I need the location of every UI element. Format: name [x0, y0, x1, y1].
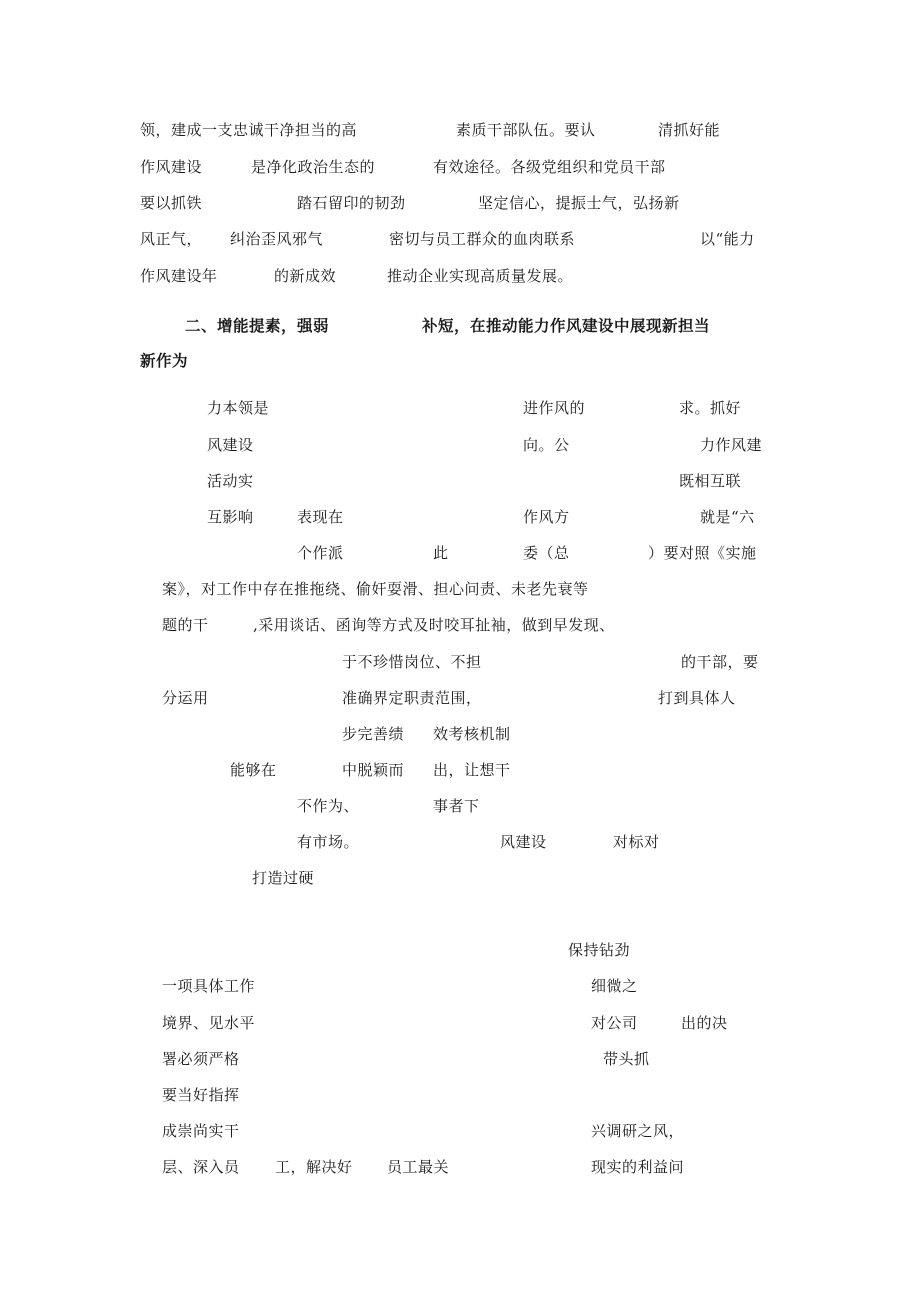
text-segment: 中脱颖而	[342, 761, 405, 779]
text-segment: 有市场。	[297, 833, 360, 851]
text-segment: 效考核机制	[433, 725, 511, 743]
text-segment: 就是“六	[700, 508, 755, 526]
text-line	[0, 868, 920, 892]
text-segment: 的干部，要	[681, 653, 759, 671]
text-segment: 带头抓	[603, 1050, 650, 1068]
text-line	[0, 229, 920, 253]
text-segment: 求。抓好	[679, 399, 742, 417]
text-segment: 兴调研之风，	[591, 1122, 685, 1140]
text-segment: 作风建设年	[140, 267, 218, 285]
text-segment: 的新成效	[274, 267, 337, 285]
text-segment: 作风建设	[140, 158, 203, 176]
text-segment: 密切与员工群众的血肉联系	[389, 230, 576, 248]
text-segment: 保持钻劲	[568, 941, 631, 959]
text-segment: 是净化政治生态的	[251, 158, 376, 176]
text-segment: 表现在	[297, 508, 344, 526]
text-segment: 以“能力	[700, 230, 755, 248]
text-segment: 案》，对工作中存在推拖绕、偷奸耍滑、担心问责、未老先衰等	[162, 580, 589, 598]
text-segment: 推动企业实现高质量发展。	[387, 267, 574, 285]
text-segment: 进作风的	[523, 399, 586, 417]
text-segment: 一项具体工作	[162, 977, 256, 995]
text-segment: 二、增能提素，强弱	[185, 316, 330, 335]
text-line	[0, 1085, 920, 1109]
text-segment: 委（总	[523, 544, 570, 562]
text-line	[0, 615, 920, 639]
text-segment: 能够在	[230, 761, 277, 779]
text-line	[0, 1157, 920, 1181]
text-line	[0, 760, 920, 784]
text-segment: ）要对照《实施	[648, 544, 757, 562]
text-line	[0, 193, 920, 217]
text-segment: 既相互联	[679, 472, 742, 490]
text-segment: 出的决	[681, 1014, 728, 1032]
text-segment: 风正气，	[140, 230, 203, 248]
text-segment: 境界、见水平	[162, 1014, 256, 1032]
text-segment: 领，建成一支忠诚干净担当的高	[140, 121, 358, 139]
text-line	[0, 579, 920, 603]
text-line	[0, 1013, 920, 1037]
text-segment: 作风方	[523, 508, 570, 526]
text-segment: 互影响	[207, 508, 254, 526]
text-segment: 坚定信心，提振士气，弘扬新	[478, 194, 680, 212]
text-line	[0, 940, 920, 964]
text-segment: ,采用谈话、函询等方式及时咬耳扯袖，做到早发现、	[253, 616, 615, 634]
text-segment: 力作风建	[700, 436, 763, 454]
text-segment: 署必须严格	[162, 1050, 240, 1068]
text-line	[0, 120, 920, 144]
text-line	[0, 543, 920, 567]
text-segment: 层、深入员	[162, 1158, 240, 1176]
text-segment: 纠治歪风邪气	[230, 230, 324, 248]
text-segment: 准确界定职责范围，	[342, 689, 482, 707]
text-segment: 个作派	[297, 544, 344, 562]
text-line	[0, 652, 920, 676]
text-segment: 不作为、	[297, 797, 360, 815]
text-segment: 员工最关	[387, 1158, 450, 1176]
text-line	[0, 832, 920, 856]
text-line	[0, 1121, 920, 1145]
text-segment: 打造过硬	[252, 869, 315, 887]
text-segment: 风建设	[207, 436, 254, 454]
text-line	[0, 688, 920, 712]
text-segment: 要当好指挥	[162, 1086, 240, 1104]
text-line	[0, 507, 920, 531]
text-segment: 分运用	[162, 689, 209, 707]
text-segment: 事者下	[433, 797, 480, 815]
text-segment: 向。公	[523, 436, 570, 454]
text-segment: 清抓好能	[658, 121, 721, 139]
text-segment: 有效途径。各级党组织和党员干部	[433, 158, 666, 176]
text-segment: 要以抓铁	[140, 194, 203, 212]
text-segment: 力本领是	[207, 399, 270, 417]
text-segment: 出，让想干	[433, 761, 511, 779]
text-segment: 现实的利益问	[591, 1158, 685, 1176]
text-line	[0, 1049, 920, 1073]
text-segment: 题的干	[162, 616, 209, 634]
text-segment: 细微之	[591, 977, 638, 995]
text-line	[0, 471, 920, 495]
text-segment: 步完善绩	[342, 725, 405, 743]
text-segment: 于不珍惜岗位、不担	[342, 653, 482, 671]
text-segment: 素质干部队伍。要认	[456, 121, 596, 139]
text-segment: 活动实	[207, 472, 254, 490]
heading-line	[0, 351, 920, 375]
text-segment: 工，解决好	[275, 1158, 353, 1176]
text-line	[0, 266, 920, 290]
text-segment: 对标对	[613, 833, 660, 851]
text-line	[0, 724, 920, 748]
text-segment: 踏石留印的韧劲	[297, 194, 406, 212]
text-segment: 补短，在推动能力作风建设中展现新担当	[422, 316, 711, 335]
text-segment: 成崇尚实干	[162, 1122, 240, 1140]
text-segment: 新作为	[140, 351, 189, 370]
text-segment: 此	[433, 544, 449, 562]
text-segment: 对公司	[591, 1014, 638, 1032]
text-line	[0, 796, 920, 820]
text-line	[0, 157, 920, 181]
text-line	[0, 398, 920, 422]
text-segment: 风建设	[500, 833, 547, 851]
text-line	[0, 435, 920, 459]
heading-line	[0, 316, 920, 340]
text-segment: 打到具体人	[658, 689, 736, 707]
text-line	[0, 976, 920, 1000]
